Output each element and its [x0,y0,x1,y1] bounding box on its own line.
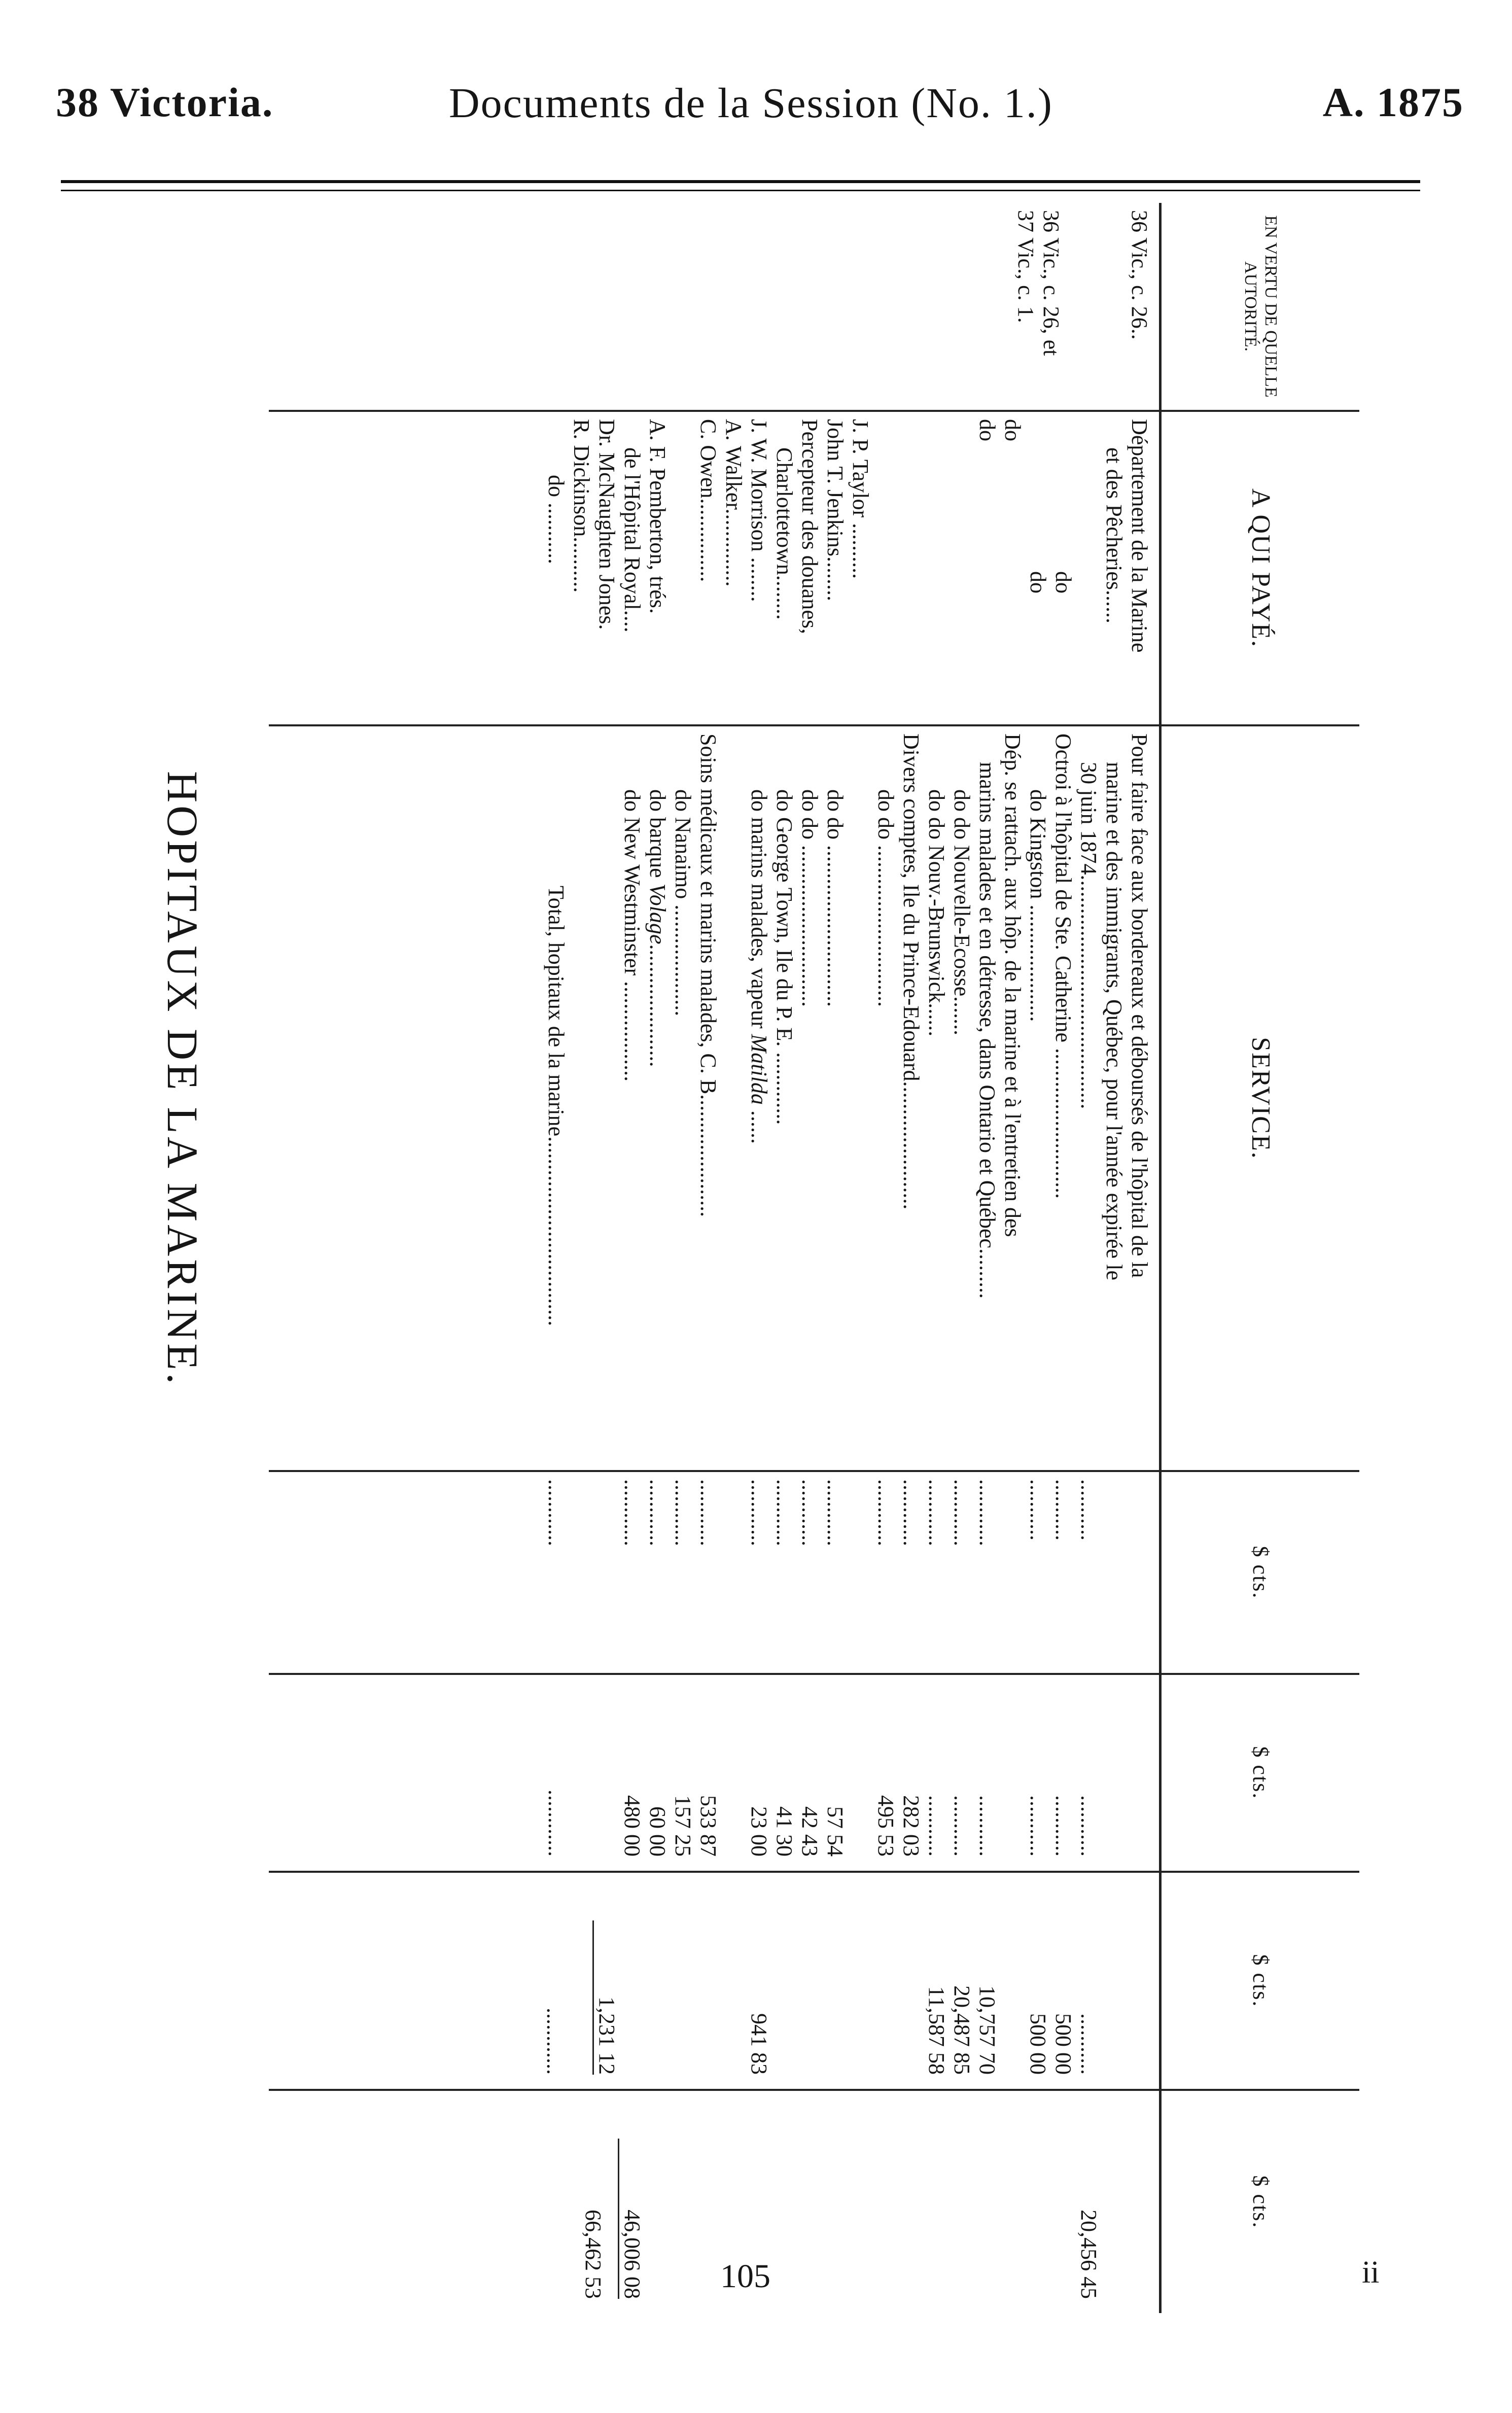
service-line [645,733,670,1463]
amount-value: 500 00 [1026,2013,1050,2075]
leader-dots: ............ [671,1479,695,1546]
service-cell [269,725,1161,1471]
leader-dots: ............ [899,1479,924,1546]
service-line: marins malades et en détresse, dans Ontario et Québec......... [975,762,1000,1299]
service-line: do do Nouv.-Brunswick...... [924,789,949,1037]
table-body-row [269,203,1161,2313]
leader-dots: ........... [1026,1795,1050,1857]
leader-dots: ............ [542,2008,567,2075]
amount-value: 495 53 [873,1795,898,1857]
payee-cell [269,411,1161,725]
amount-column-2 [269,1674,1161,1872]
payee-line: A. Walker.............. [721,419,746,587]
payee-line: John T. Jenkins........ [823,419,848,601]
header-service: SERVICE. [1161,725,1360,1471]
service-line: do Nanaimo .................... [671,789,695,1017]
header-authority: EN VERTU DE QUELLE AUTORITÉ. [1161,203,1360,411]
amount-value: 42 43 [797,1806,822,1857]
payee-line: Percepteur des douanes, [797,419,822,634]
payee-line: C. Owen............... [696,419,721,582]
payee-line: R. Dickinson.......... [569,419,594,593]
signature-mark: ii [1362,2255,1380,2290]
payee-line: do [1000,419,1025,441]
amount-value: 20,456 45 [1076,2210,1101,2299]
service-line: do New Westminster .................. [620,789,645,1082]
leader-dots: ........... [1051,1795,1076,1857]
payee-line: Dr. McNaughten Jones. [594,419,619,630]
leader-dots: ............ [544,1790,569,1857]
leader-dots: ........... [975,1795,1000,1857]
service-leader: ...................... [645,944,670,1067]
leader-dots: ............ [620,1479,645,1546]
header-amount-2: $ cts. [1161,1674,1360,1872]
service-line: Pour faire face aux bordereaux et déboursés de l'hôpital de la [1127,733,1152,1278]
leader-dots: ............ [645,1479,670,1546]
payee-line: do ........... [544,475,569,564]
leader-dots: ............ [747,1479,771,1546]
authority-line: 36 Vic., c. 26, et [1039,210,1064,356]
amount-value: 46,006 08 [620,2210,645,2299]
amount-value: 480 00 [620,1795,645,1857]
amount-value: 533 87 [696,1795,721,1857]
service-line: do George Town, Ile du P. E. ............. [772,789,797,1125]
payee-line: do [1026,571,1050,593]
page-title: HOPITAUX DE LA MARINE. [158,771,207,1387]
payee-line: do [975,419,1000,441]
leader-dots: ........... [1076,1479,1101,1541]
leader-dots: ........... [924,1795,949,1857]
amount-value: 41 30 [772,1806,797,1857]
service-line: Dép. se rattach. aux hôp. de la marine et à l'entretien des [1000,733,1025,1237]
service-line: do do Nouvelle-Ecosse....... [950,789,974,1036]
authority-cell [269,203,1161,411]
leader-dots: ............ [696,1479,721,1546]
expenditure-table [269,203,1359,2313]
leader-dots: ............ [544,1479,569,1546]
amount-value: 23 00 [747,1806,771,1857]
payee-line: do [1051,571,1076,593]
payee-line: J. W. Morrison ........ [747,419,771,602]
leader-dots: ............ [772,1479,797,1546]
header-session-year: 38 Victoria. [56,79,274,125]
leader-dots: ............ [975,1479,1000,1546]
leader-dots: ........... [1076,1795,1101,1857]
service-line: do do ............................. [797,789,822,1007]
leader-dots: ........... [1026,1479,1050,1541]
payee-line: et des Pêcheries...... [1102,447,1127,623]
rotated-table-area [117,203,1359,2313]
header-payee: A QUI PAYÉ. [1161,411,1360,725]
vessel-name: Volage [645,883,670,945]
amount-value: 20,487 85 [950,1985,974,2075]
leader-dots: ............ [797,1479,822,1546]
amount-value: 57 54 [823,1806,848,1857]
service-line: do do ............................. [823,789,848,1007]
leader-dots: ............ [950,1479,974,1546]
authority-line: 36 Vic., c. 26.. [1127,210,1152,340]
service-line: Octroi à l'hôpital de Ste. Catherine ........................... [1051,733,1076,1199]
amount-column-4 [269,2090,1161,2313]
header-rule-thick [61,180,1420,183]
leader-dots: ............ [823,1479,848,1546]
amount-value: 60 00 [645,1806,670,1857]
service-total-line: Total, hopitaux de la marine.................................. [544,886,569,1326]
leader-dots: ............ [873,1479,898,1546]
payee-line: Département de la Marine [1127,419,1152,653]
amount-value: 10,757 70 [975,1985,1000,2075]
payee-line: A. F. Pemberton, trés. [645,419,670,614]
service-line: do do ............................. [873,789,898,1007]
header-amount-4: $ cts. [1161,2090,1360,2313]
amount-value: 282 03 [899,1795,924,1857]
amount-column-3 [269,1872,1161,2090]
header-amount-3: $ cts. [1161,1872,1360,2090]
header-year: A. 1875 [1322,79,1464,125]
payee-line: Charlottetown........ [772,447,797,620]
service-line: marine et des immigrants, Québec, pour l'année expirée le [1102,762,1127,1280]
service-text: do barque [645,789,670,878]
leader-dots: ........... [1051,1479,1076,1541]
header-document-title: Documents de la Session (No. 1.) [449,80,1053,127]
amount-value: 1,231 12 [594,1997,619,2075]
leader-dots: ............ [924,1479,949,1546]
header-rule-thin [61,190,1420,191]
amount-value: 500 00 [1051,2013,1076,2075]
service-line [746,733,771,1463]
service-leader: ...... [747,1104,771,1144]
page-number: 105 [720,2258,770,2295]
leader-dots: ........... [950,1795,974,1857]
grand-total-value: 66,462 53 [581,2210,606,2299]
authority-line: 37 Vic., c. 1. [1013,210,1038,323]
service-text: do marins malades, vapeur [747,789,771,1029]
service-line: Soins médicaux et marins malades, C. B...................... [696,733,721,1217]
table-header-row [1161,203,1360,2313]
payee-line: de l'Hôpital Royal.... [620,447,645,633]
amount-value: 157 25 [671,1795,695,1857]
amount-value: 941 83 [747,2013,771,2075]
vessel-name: Matilda [747,1034,771,1105]
header-amount-1: $ cts. [1161,1471,1360,1674]
service-line: 30 juin 1874.......................................... [1076,762,1101,1109]
amount-leader: ........... [1076,2013,1101,2075]
payee-line: J. P. Taylor .......... [848,419,873,579]
service-line: Divers comptes, Ile du Prince-Edouard....................... [899,733,924,1210]
amount-value: 11,587 58 [924,1986,949,2075]
service-line: do Kingston ..................... [1026,789,1050,1022]
amount-column-1 [269,1471,1161,1674]
